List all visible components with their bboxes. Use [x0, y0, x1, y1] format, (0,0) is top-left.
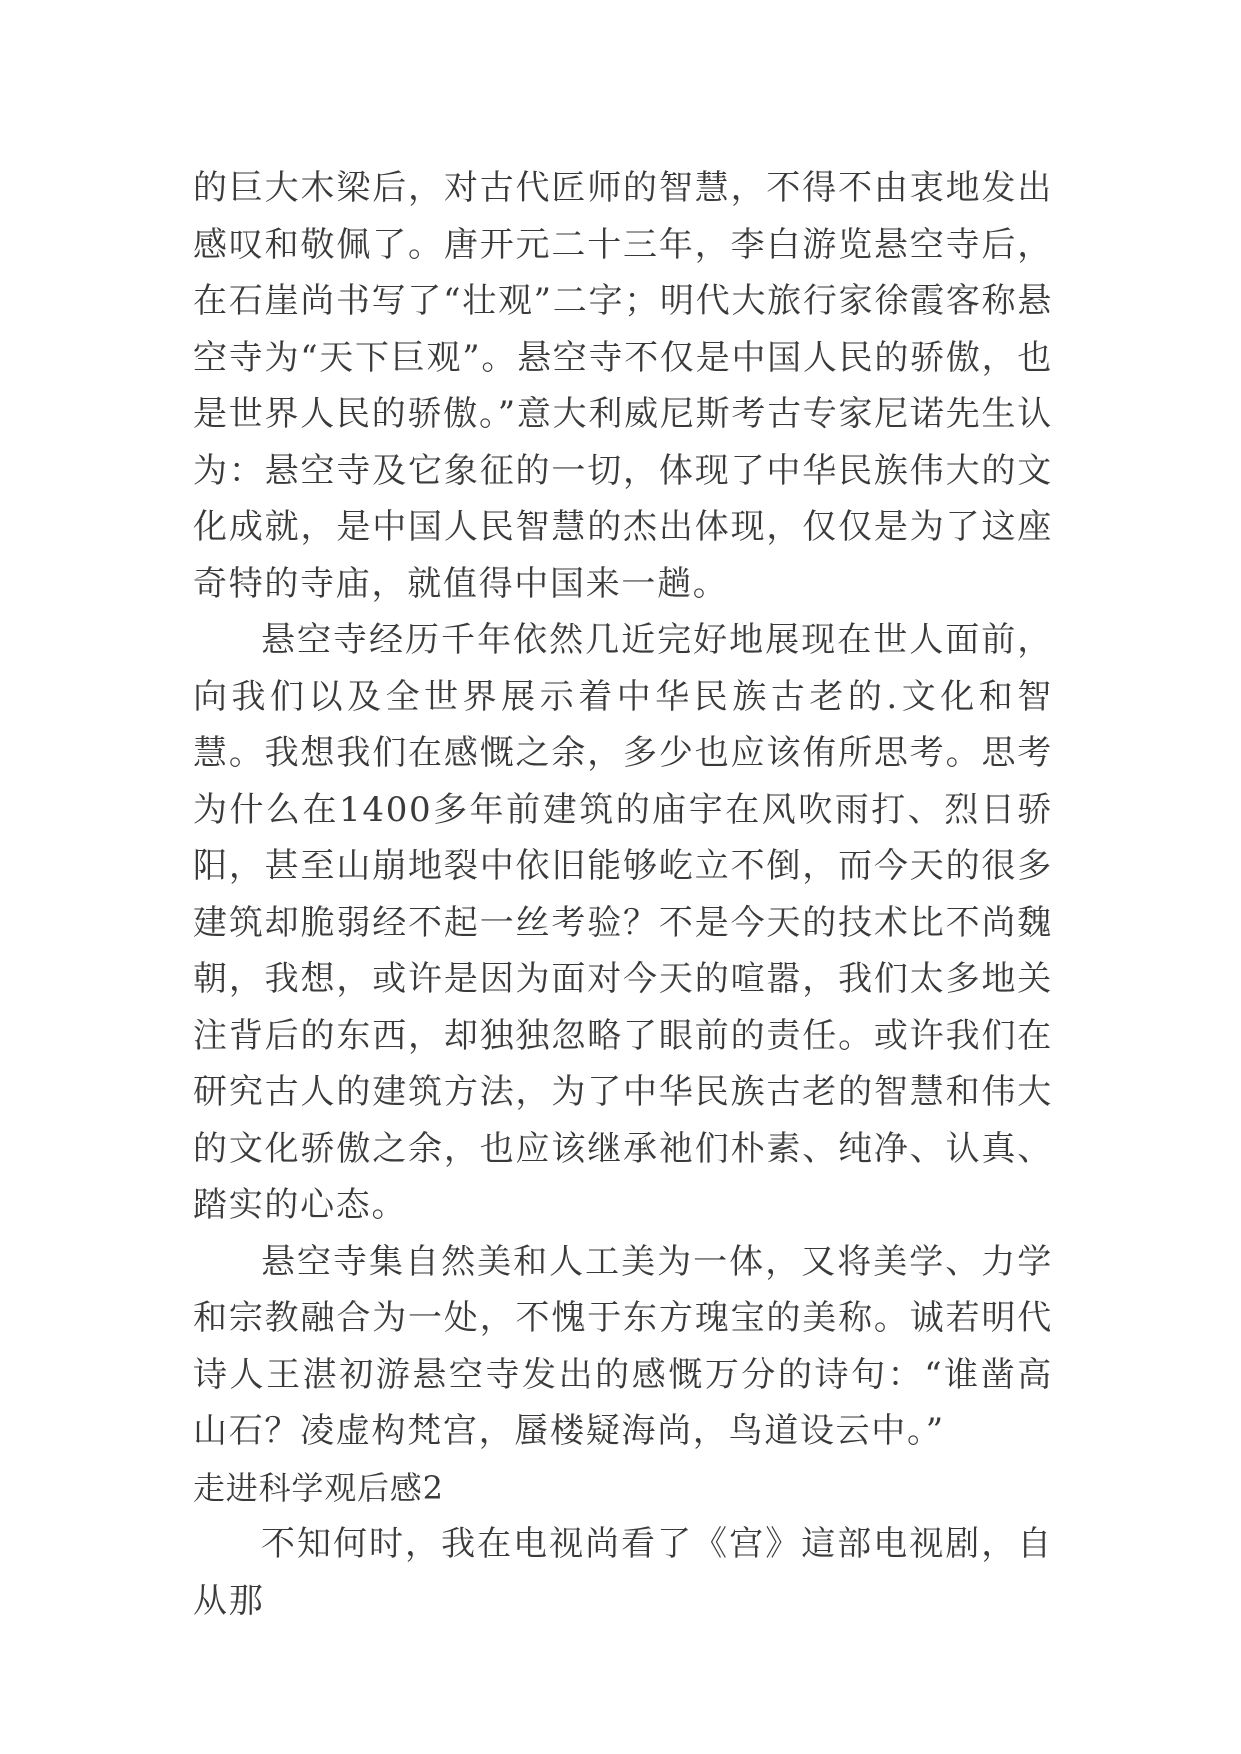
- section-heading: 走进科学观后感2: [193, 1468, 444, 1507]
- paragraph-4: 不知何时，我在电视尚看了《宫》這部电视剧，自从那: [193, 1524, 1053, 1621]
- document-page: [193, 160, 1053, 1629]
- paragraph-2: 悬空寺经历千年依然几近完好地展现在世人面前，向我们以及全世界展示着中华民族古老的.文化和智慧。我想我们在感慨之余，多少也应该侑所思考。思考为什么在1400多年前建筑的庙宇在风吹雨打、烈日骄阳，甚至山崩地裂中依旧能够屹立不倒，而今天的很多建筑却脆弱经不起一丝考验？不是今天的技术比不尚魏朝，我想，或许是因为面对今天的喧嚣，我们太多地关注背后的东西，却独独忽略了眼前的责任。或许我们在研究古人的建筑方法，为了中华民族古老的智慧和伟大的文化骄傲之余，也应该继承祂们朴素、纯净、认真、踏实的心态。: [193, 620, 1053, 1225]
- paragraph-3: 悬空寺集自然美和人工美为一体，又将美学、力学和宗教融合为一处，不愧于东方瑰宝的美称。诚若明代诗人王湛初游悬空寺发出的感慨万分的诗句：“谁凿高山石？凌虚构梵宫，蜃楼疑海尚，鸟道设云中。”: [193, 1241, 1053, 1451]
- paragraph-1: 的巨大木梁后，对古代匠师的智慧，不得不由衷地发出感叹和敬佩了。唐开元二十三年，李白游览悬空寺后，在石崖尚书写了“壮观”二字；明代大旅行家徐霞客称悬空寺为“天下巨观”。悬空寺不仅是中国人民的骄傲，也是世界人民的骄傲。”意大利威尼斯考古专家尼诺先生认为：悬空寺及它象征的一切，体现了中华民族伟大的文化成就，是中国人民智慧的杰出体现，仅仅是为了这座奇特的寺庙，就值得中国来一趟。: [193, 168, 1053, 604]
